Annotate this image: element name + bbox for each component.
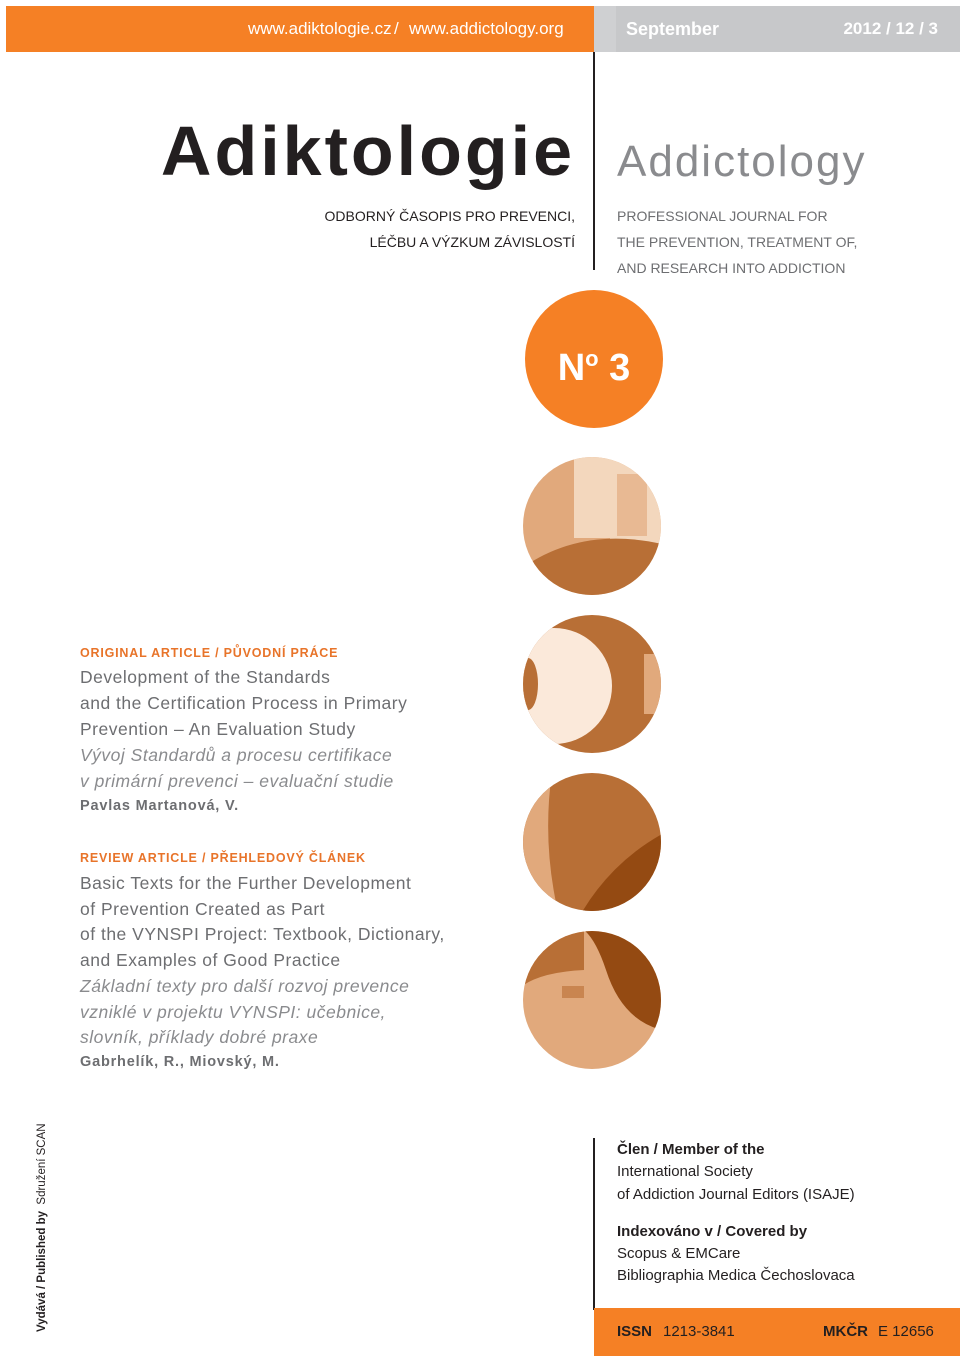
article-authors: Gabrhelík, R., Miovský, M.: [80, 1054, 280, 1070]
decorative-disc-letter-d-icon: [522, 930, 662, 1070]
article-title-cz-line[interactable]: Vývoj Standardů a procesu certifikace: [80, 745, 393, 765]
publisher-credit: Vydává / Published by Sdružení SCAN: [36, 1123, 48, 1332]
article-title-cz-line[interactable]: v primární prevenci – evaluační studie: [80, 771, 394, 791]
issn-value: 1213-3841: [663, 1323, 735, 1340]
subtitle-en-line: PROFESSIONAL JOURNAL FOR: [617, 208, 828, 224]
article-category: ORIGINAL ARTICLE / PŮVODNÍ PRÁCE: [80, 646, 339, 660]
masthead-divider: [593, 52, 595, 270]
subtitle-en-line: THE PREVENTION, TREATMENT OF,: [617, 234, 858, 250]
subtitle-cz-line: ODBORNÝ ČASOPIS PRO PREVENCI,: [324, 208, 575, 224]
subtitle-cz-line: LÉČBU A VÝZKUM ZÁVISLOSTÍ: [369, 234, 575, 250]
article-authors: Pavlas Martanová, V.: [80, 798, 239, 814]
article-title-cz-line[interactable]: slovník, příklady dobré praxe: [80, 1027, 319, 1047]
article-title-en-line[interactable]: Basic Texts for the Further Development: [80, 873, 412, 893]
issue-volume: 2012 / 12 / 3: [843, 19, 938, 38]
indexing-line: Bibliographia Medica Čechoslovaca: [617, 1267, 855, 1284]
footer-divider: [593, 1138, 595, 1310]
article-title-cz-line[interactable]: vzniklé v projektu VYNSPI: učebnice,: [80, 1002, 386, 1022]
article-title-en-line[interactable]: of the VYNSPI Project: Textbook, Dictionary,: [80, 924, 445, 944]
article-title-cz-line[interactable]: Základní texty pro další rozvoj prevence: [80, 976, 410, 996]
journal-title-en: Addictology: [617, 137, 867, 186]
membership-heading: Člen / Member of the: [617, 1141, 765, 1158]
membership-line: International Society: [617, 1163, 753, 1180]
url-separator: /: [394, 19, 399, 38]
article-title-en-line[interactable]: and Examples of Good Practice: [80, 950, 341, 970]
decorative-disc-curve-icon: [522, 772, 662, 912]
website-link-org[interactable]: www.addictology.org: [409, 19, 564, 38]
website-link-cz[interactable]: www.adiktologie.cz: [248, 19, 392, 38]
decorative-disc-letter-a-icon: [522, 456, 662, 596]
mkcr-value: E 12656: [878, 1323, 934, 1340]
article-title-en-line[interactable]: of Prevention Created as Part: [80, 899, 326, 919]
issue-month: September: [626, 19, 720, 39]
article-title-en-line[interactable]: Prevention – An Evaluation Study: [80, 719, 356, 739]
article-title-en-line[interactable]: Development of the Standards: [80, 667, 331, 687]
indexing-line: Scopus & EMCare: [617, 1245, 741, 1262]
article-category: REVIEW ARTICLE / PŘEHLEDOVÝ ČLÁNEK: [80, 851, 366, 865]
mkcr-label: MKČR: [823, 1323, 868, 1340]
journal-title-cz: Adiktologie: [160, 112, 575, 190]
indexing-heading: Indexováno v / Covered by: [617, 1223, 808, 1240]
subtitle-en-line: AND RESEARCH INTO ADDICTION: [617, 260, 846, 276]
issue-number: $N^o$ 3: [557, 346, 631, 389]
membership-line: of Addiction Journal Editors (ISAJE): [617, 1186, 855, 1203]
article-title-en-line[interactable]: and the Certification Process in Primary: [80, 693, 408, 713]
header-bar-divider: [594, 6, 616, 52]
issn-label: ISSN: [617, 1323, 653, 1340]
decorative-disc-letter-o-icon: [522, 614, 662, 754]
